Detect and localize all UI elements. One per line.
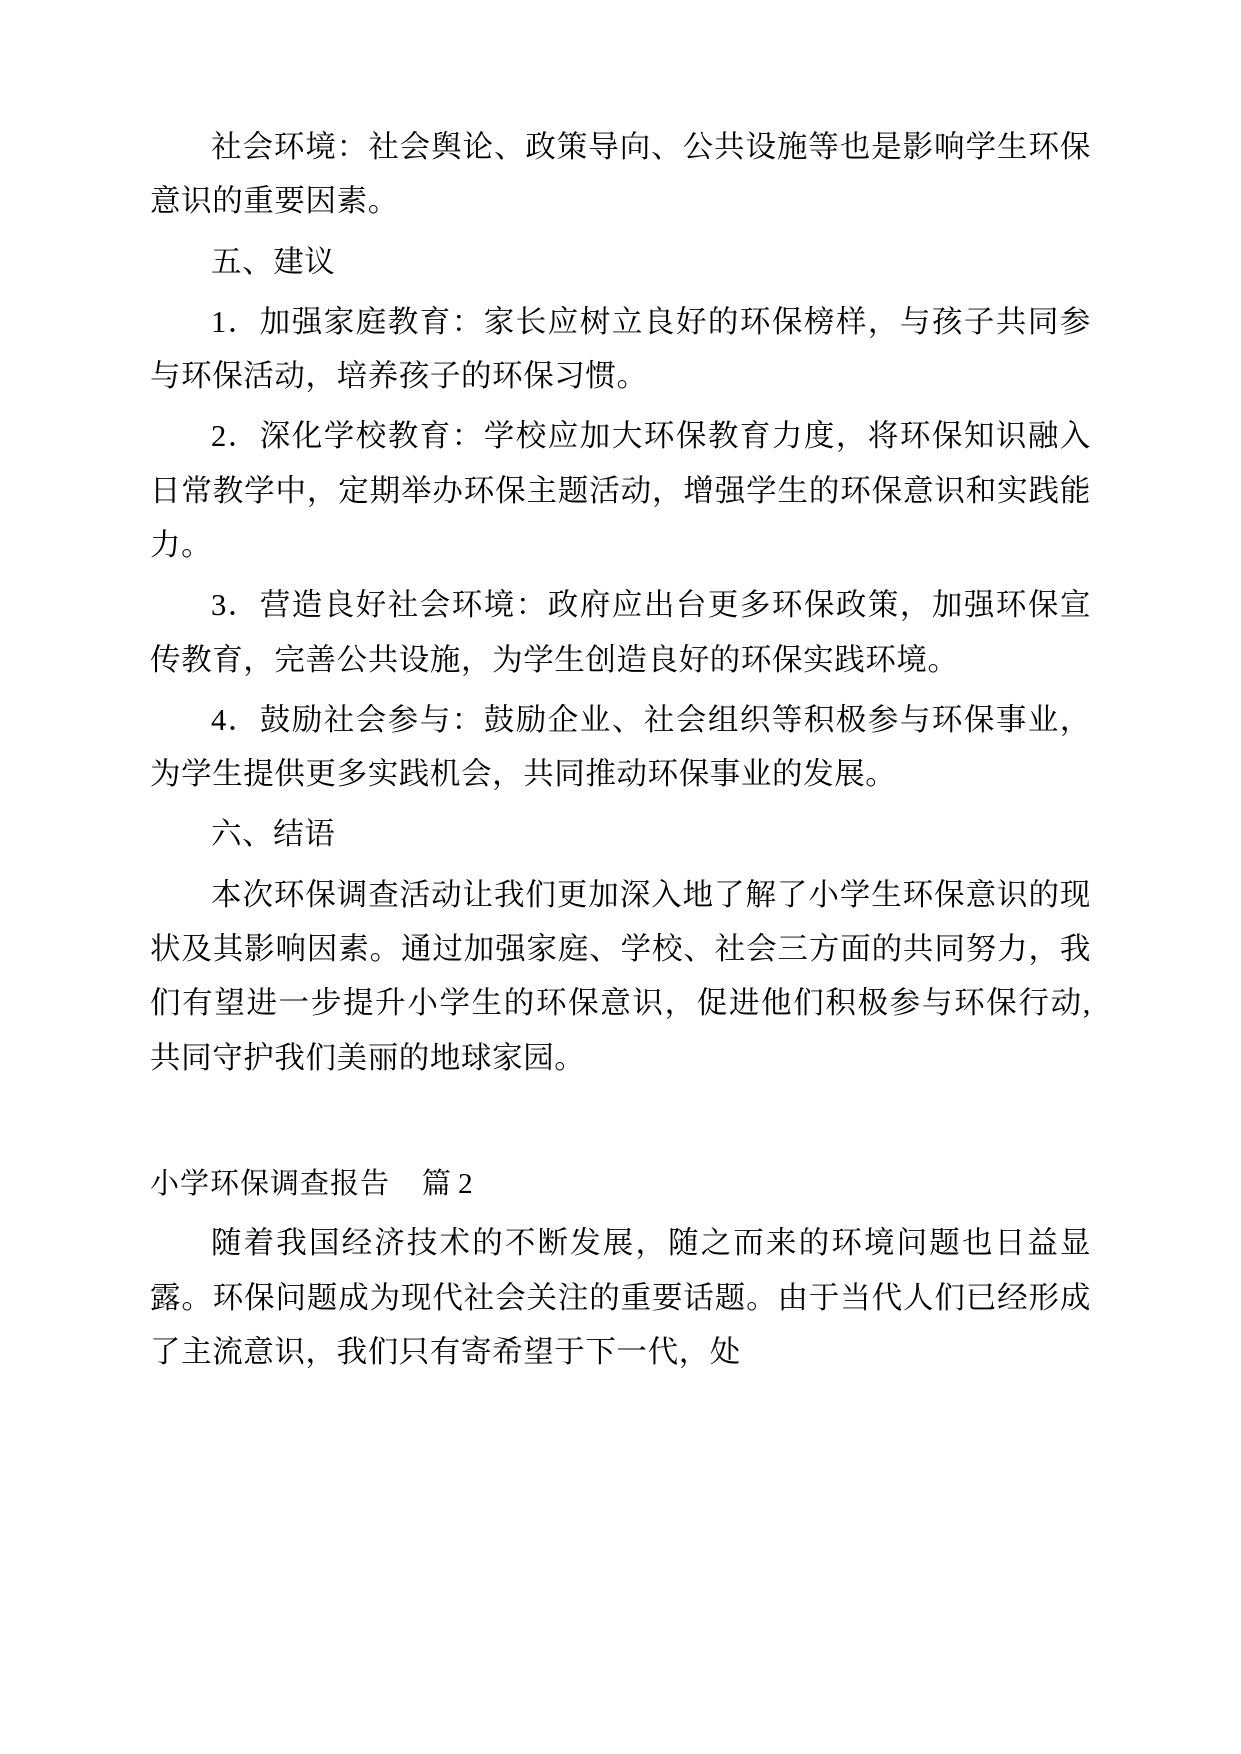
list-item-1: 1．加强家庭教育：家长应树立良好的环保榜样，与孩子共同参与环保活动，培养孩子的环保习惯。 bbox=[150, 304, 1091, 394]
list-item-2: 2．深化学校教育：学校应加大环保教育力度，将环保知识融入日常教学中，定期举办环保主题活动，增强学生的环保意识和实践能力。 bbox=[150, 419, 1091, 562]
list-item-3: 3．营造良好社会环境：政府应出台更多环保政策，加强环保宣传教育，完善公共设施，为学生创造良好的环保实践环境。 bbox=[150, 588, 1091, 677]
paragraph-conclusion: 本次环保调查活动让我们更加深入地了解了小学生环保意识的现状及其影响因素。通过加强家庭、学校、社会三方面的共同努力，我们有望进一步提升小学生的环保意识，促进他们积极参与环保行动,共同守护我们美丽的地球家园。 bbox=[150, 877, 1091, 1075]
heading-five-suggestions: 五、建议 bbox=[211, 244, 336, 279]
paragraph-section2-opening: 随着我国经济技术的不断发展，随之而来的环境问题也日益显露。环保问题成为现代社会关注的重要话题。由于当代人们已经形成了主流意识，我们只有寄希望于下一代，处 bbox=[150, 1226, 1091, 1369]
section-heading bbox=[150, 1159, 1091, 1211]
section-heading-number: 篇 2 bbox=[421, 1167, 473, 1200]
section-heading-title: 小学环保调查报告 bbox=[150, 1167, 391, 1200]
list-item-4: 4．鼓励社会参与：鼓励企业、社会组织等积极参与环保事业，为学生提供更多实践机会，共同推动环保事业的发展。 bbox=[150, 702, 1091, 792]
document-body bbox=[150, 120, 1091, 1379]
heading-six-conclusion: 六、结语 bbox=[211, 817, 336, 852]
paragraph-social-environment: 社会环境：社会舆论、政策导向、公共设施等也是影响学生环保意识的重要因素。 bbox=[150, 130, 1091, 219]
section-spacer bbox=[150, 1091, 1091, 1125]
